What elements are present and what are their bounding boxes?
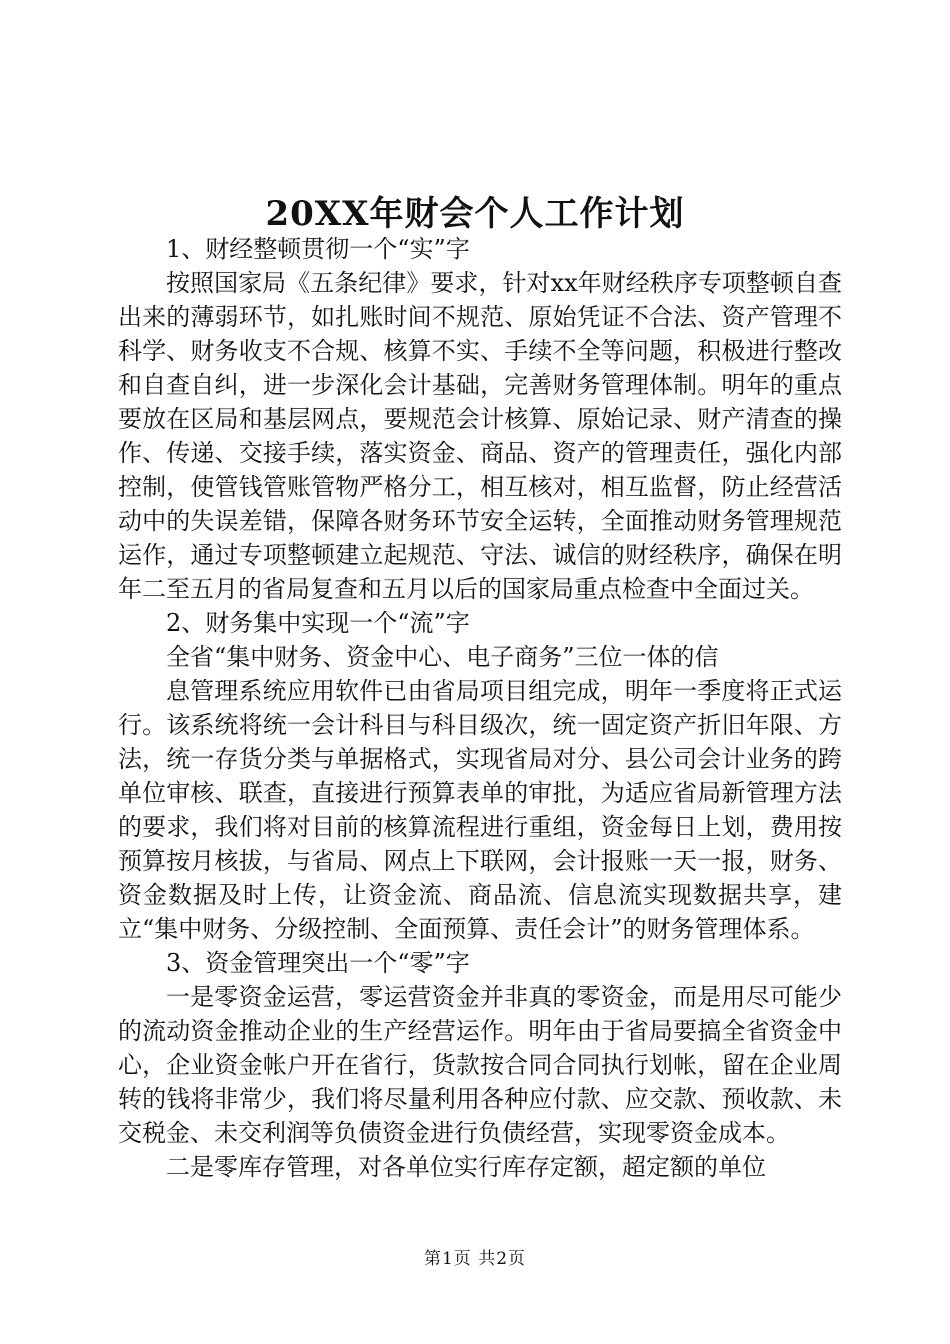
- section-heading-2: 2、财务集中实现一个“流”字: [166, 609, 470, 637]
- page-footer: 第1页 共2页: [423, 1249, 527, 1269]
- body-paragraph: 一是零资金运营，零运营资金并非真的零资金，而是用尽可能少的流动资金推动企业的生产经营运作。明年由于省局要搞全省资金中心，企业资金帐户开在省行，货款按合同合同执行划帐，留在企业周转的钱将非常少，我们将尽量利用各种应付款、应交款、预收款、未交税金、未交利润等负债资金进行负债经营，实现零资金成本。: [118, 983, 842, 1147]
- document-title: 20XX年财会个人工作计划: [265, 194, 685, 234]
- body-paragraph: 按照国家局《五条纪律》要求，针对xx年财经秩序专项整顿自查出来的薄弱环节，如扎账时间不规范、原始凭证不合法、资产管理不科学、财务收支不合规、核算不实、手续不全等问题，积极进行整改和自查自纠，进一步深化会计基础，完善财务管理体制。明年的重点要放在区局和基层网点，要规范会计核算、原始记录、财产清查的操作、传递、交接手续，落实资金、商品、资产的管理责任，强化内部控制，使管钱管账管物严格分工，相互核对，相互监督，防止经营活动中的失误差错，保障各财务环节安全运转，全面推动财务管理规范运作，通过专项整顿建立起规范、守法、诚信的财经秩序，确保在明年二至五月的省局复查和五月以后的国家局重点检查中全面过关。: [118, 269, 842, 603]
- body-paragraph: 息管理系统应用软件已由省局项目组完成，明年一季度将正式运行。该系统将统一会计科目与科目级次，统一固定资产折旧年限、方法，统一存货分类与单据格式，实现省局对分、县公司会计业务的跨单位审核、联查，直接进行预算表单的审批，为适应省局新管理方法的要求，我们将对目前的核算流程进行重组，资金每日上划，费用按预算按月核拔，与省局、网点上下联网，会计报账一天一报，财务、资金数据及时上传，让资金流、商品流、信息流实现数据共享，建立“集中财务、分级控制、全面预算、责任会计”的财务管理体系。: [118, 677, 842, 943]
- document-body: [118, 232, 842, 1184]
- body-paragraph: 全省“集中财务、资金中心、电子商务”三位一体的信: [166, 643, 719, 671]
- body-paragraph: 二是零库存管理，对各单位实行库存定额，超定额的单位: [166, 1153, 766, 1181]
- section-heading-1: 1、财经整顿贯彻一个“实”字: [166, 235, 470, 263]
- section-heading-3: 3、资金管理突出一个“零”字: [166, 949, 470, 977]
